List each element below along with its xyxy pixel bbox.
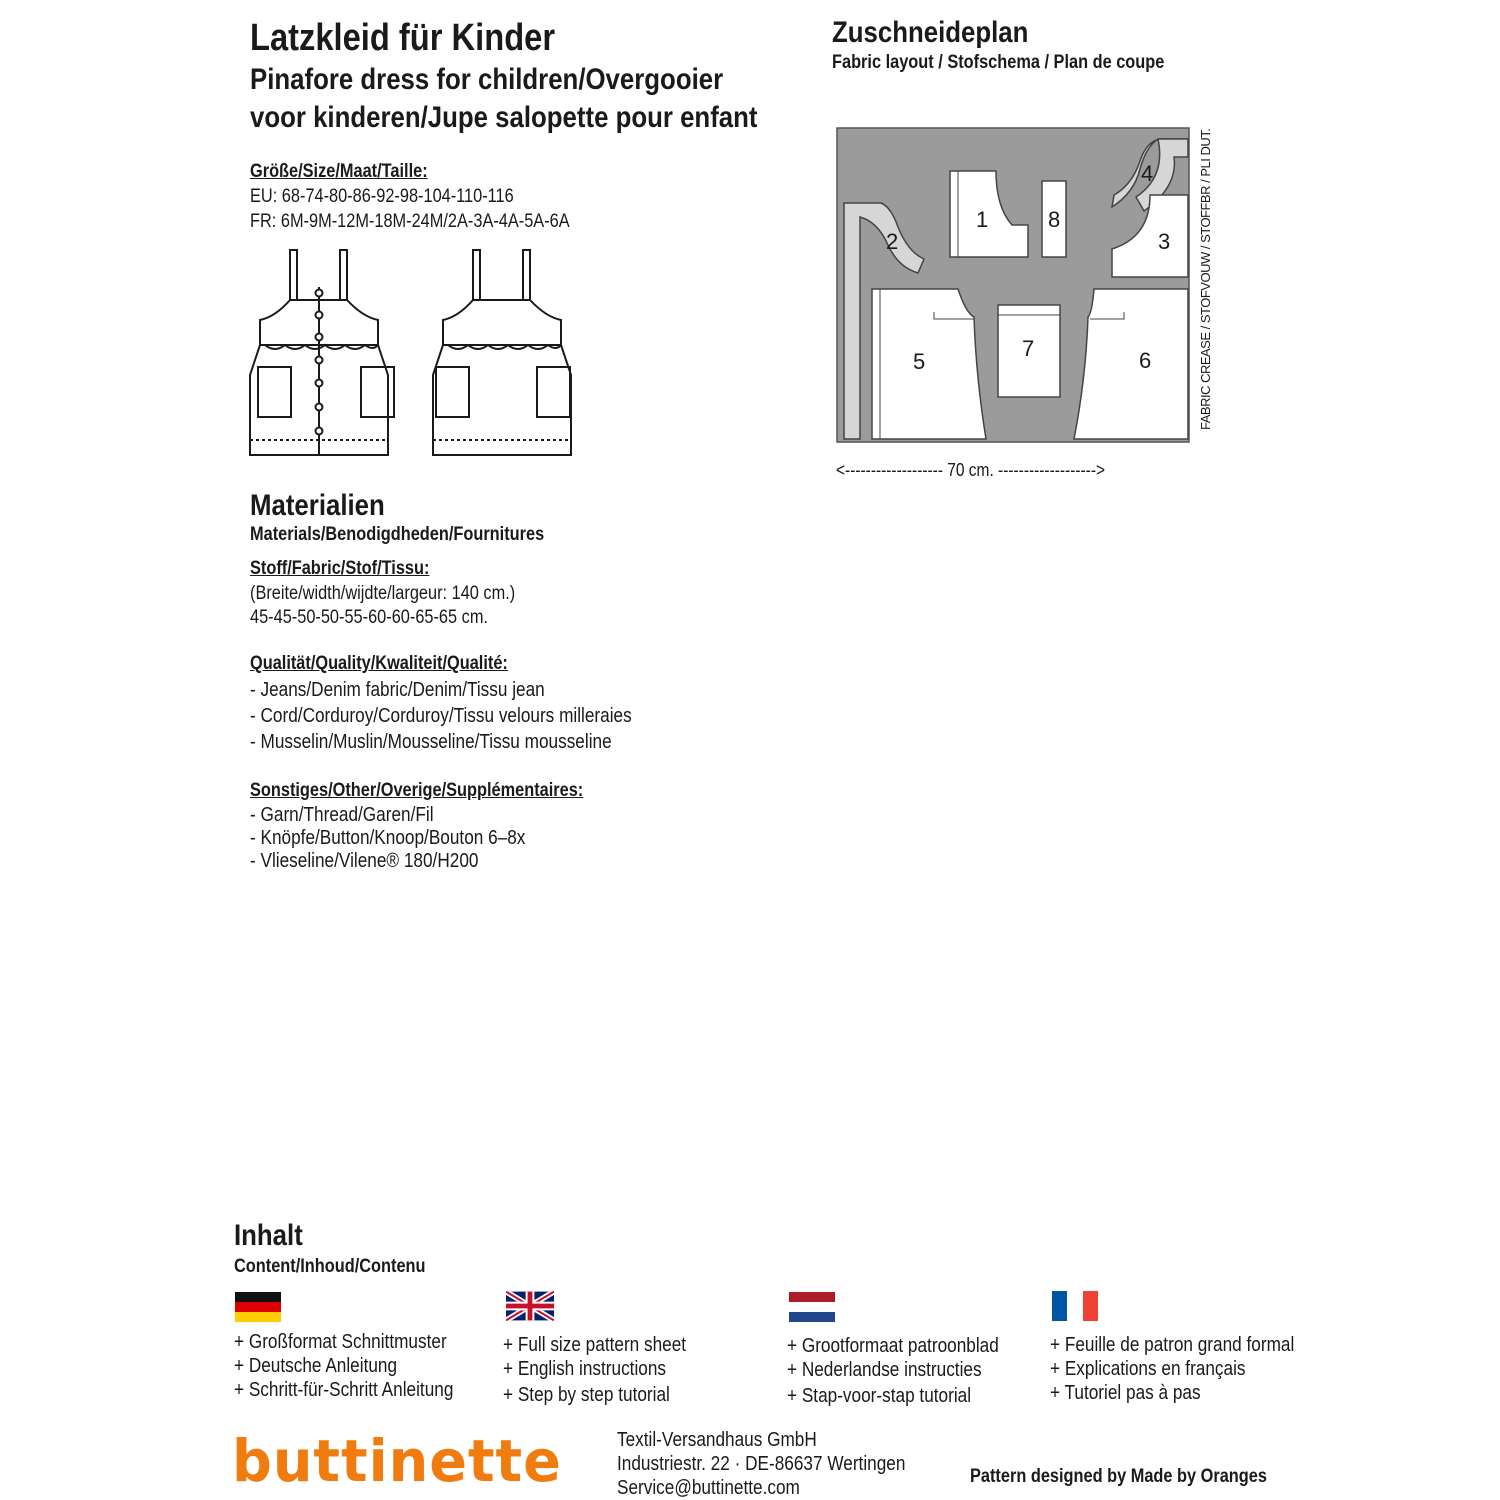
fabric-lengths: 45-45-50-50-55-60-60-65-65 cm. [250,607,488,628]
piece-4-label: 4 [1141,161,1154,186]
content-en-line-3: + Step by step tutorial [503,1384,670,1406]
piece-3-label: 3 [1158,229,1171,254]
content-en-line-1: + Full size pattern sheet [503,1334,687,1356]
quality-item-2: - Cord/Corduroy/Corduroy/Tissu velours milleraies [250,705,632,727]
content-fr-line-1: + Feuille de patron grand formal [1050,1334,1295,1356]
fabric-layout-diagram [836,127,1192,445]
content-title: Inhalt [234,1219,303,1252]
piece-7-label: 7 [1022,336,1035,361]
content-subtitle: Content/Inhoud/Contenu [234,1256,426,1277]
designer-credit: Pattern designed by Made by Oranges [970,1466,1267,1487]
piece-6-label: 6 [1139,348,1152,373]
piece-5-shape [872,289,986,439]
piece-8-label: 8 [1048,207,1061,232]
size-fr: FR: 6M-9M-12M-18M-24M/2A-3A-4A-5A-6A [250,211,570,232]
piece-6-shape [1074,289,1188,439]
content-en-line-2: + English instructions [503,1358,667,1380]
company-name: Textil-Versandhaus GmbH [617,1429,817,1451]
service-email: Service@buttinette.com [617,1477,800,1499]
materials-subtitle: Materials/Benodigdheden/Fournitures [250,524,545,545]
width-dimension: <------------------- 70 cm. -------------------> [836,460,1106,480]
piece-5-label: 5 [913,349,926,374]
fabric-width: (Breite/width/wijdte/largeur: 140 cm.) [250,583,516,604]
materials-title: Materialien [250,489,385,522]
piece-1-label: 1 [976,207,989,232]
page-subtitle-line2: voor kinderen/Jupe salopette pour enfant [250,101,758,134]
content-nl-line-3: + Stap-voor-stap tutorial [787,1385,972,1407]
content-de-line-1: + Großformat Schnittmuster [234,1331,447,1353]
uk-flag-icon [506,1291,554,1321]
other-label: Sonstiges/Other/Overige/Supplémentaires: [250,780,584,801]
netherlands-flag-icon [789,1292,835,1322]
page-title: Latzkleid für Kinder [250,17,556,59]
quality-item-1: - Jeans/Denim fabric/Denim/Tissu jean [250,679,545,701]
quality-item-3: - Musselin/Muslin/Mousseline/Tissu mousseline [250,731,612,753]
content-fr-line-3: + Tutoriel pas à pas [1050,1382,1201,1404]
content-fr-line-2: + Explications en français [1050,1358,1246,1380]
fabric-crease-label: FABRIC CREASE / STOFVOUW / STOFFBR / PLI DUT. [1198,128,1213,430]
size-label: Größe/Size/Maat/Taille: [250,161,428,182]
quality-label: Qualität/Quality/Kwaliteit/Qualité: [250,653,508,674]
page-subtitle-line1: Pinafore dress for children/Overgooier [250,63,724,96]
germany-flag-icon [235,1292,281,1322]
other-item-2: - Knöpfe/Button/Knoop/Bouton 6–8x [250,827,526,849]
pinafore-back-icon [428,245,578,460]
content-nl-line-2: + Nederlandse instructies [787,1359,982,1381]
france-flag-icon [1052,1291,1098,1321]
layout-title: Zuschneideplan [832,16,1029,49]
buttinette-logo: buttinette [232,1427,562,1495]
pinafore-front-icon [245,245,395,460]
content-nl-line-1: + Grootformaat patroonblad [787,1335,999,1357]
fabric-label: Stoff/Fabric/Stof/Tissu: [250,558,430,579]
company-address: Industriestr. 22 · DE-86637 Wertingen [617,1453,906,1475]
piece-2-label: 2 [886,229,899,254]
content-de-line-2: + Deutsche Anleitung [234,1355,398,1377]
content-de-line-3: + Schritt-für-Schritt Anleitung [234,1379,454,1401]
other-item-1: - Garn/Thread/Garen/Fil [250,804,434,826]
layout-subtitle: Fabric layout / Stofschema / Plan de coupe [832,52,1165,73]
other-item-3: - Vlieseline/Vilene® 180/H200 [250,850,479,872]
size-eu: EU: 68-74-80-86-92-98-104-110-116 [250,186,514,207]
